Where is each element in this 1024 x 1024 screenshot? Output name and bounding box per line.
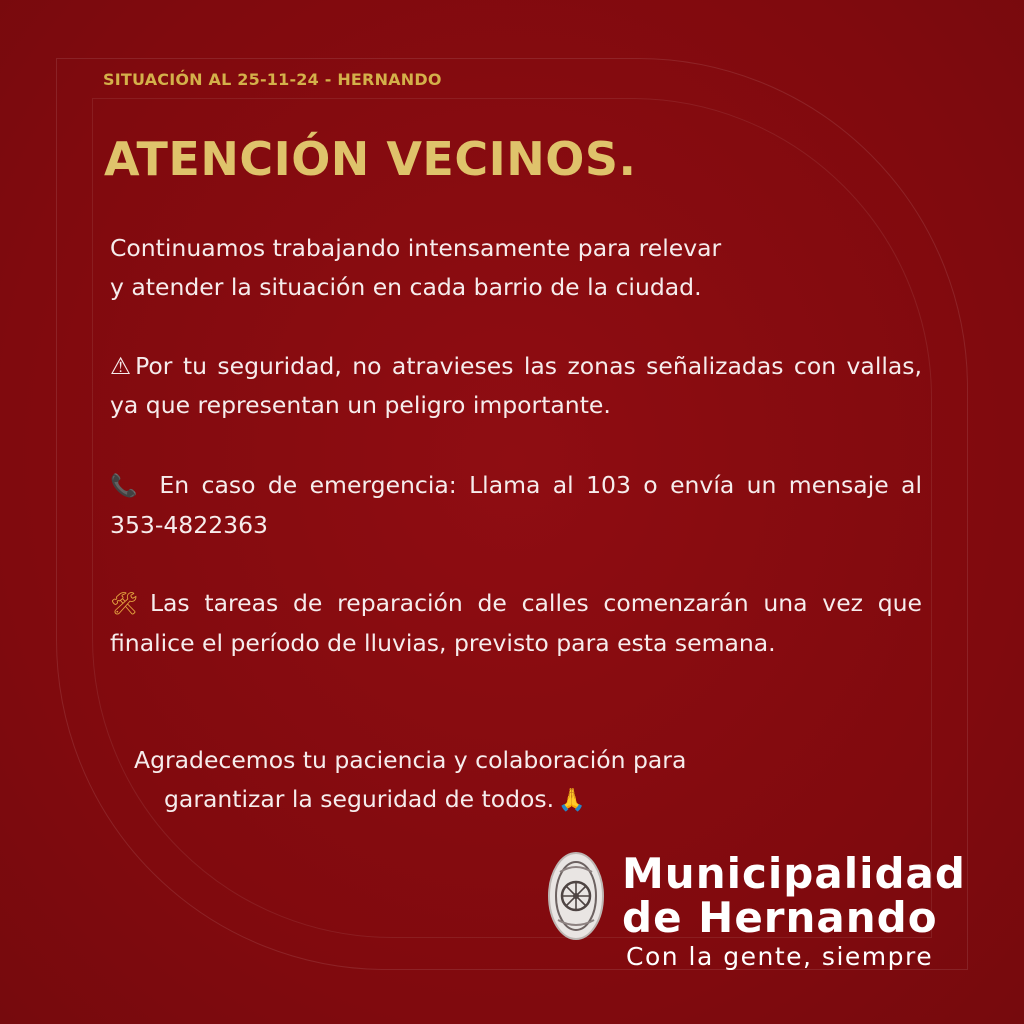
warning-text: Por tu seguridad, no atravieses las zonas señalizadas con vallas, ya que representan un peligro importante. xyxy=(110,352,922,419)
phone-icon: 📞 xyxy=(110,474,138,499)
tools-icon: 🛠 xyxy=(110,592,138,617)
emergency-paragraph xyxy=(110,466,922,545)
date-line: SITUACIÓN AL 25-11-24 - HERNANDO xyxy=(103,70,442,89)
brand-name-line-1: Municipalidad xyxy=(622,849,966,898)
brand-tagline: Con la gente, siempre xyxy=(626,942,934,971)
page-title: ATENCIÓN VECINOS. xyxy=(104,132,637,186)
municipal-emblem-icon xyxy=(546,850,606,942)
warning-paragraph xyxy=(110,347,922,425)
thanks-line-2-wrap xyxy=(134,780,854,820)
intro-line-2: y atender la situación en cada barrio de la ciudad. xyxy=(110,273,702,301)
repair-paragraph xyxy=(110,584,922,663)
intro-paragraph xyxy=(110,229,922,307)
brand-name xyxy=(622,849,966,942)
emergency-text: En caso de emergencia: Llama al 103 o envía un mensaje al 353-4822363 xyxy=(110,471,922,539)
warning-icon: ⚠ xyxy=(110,352,132,380)
brand-name-line-2: de Hernando xyxy=(622,893,938,942)
thanks-line-1: Agradecemos tu paciencia y colaboración para xyxy=(134,746,687,774)
pray-icon: 🙏 xyxy=(558,788,586,813)
repair-text: Las tareas de reparación de calles comenzarán una vez que finalice el período de lluvias, previsto para esta semana. xyxy=(110,589,922,657)
thanks-paragraph xyxy=(134,741,854,820)
intro-line-1: Continuamos trabajando intensamente para relevar xyxy=(110,234,722,262)
thanks-line-2: garantizar la seguridad de todos. xyxy=(164,785,555,813)
